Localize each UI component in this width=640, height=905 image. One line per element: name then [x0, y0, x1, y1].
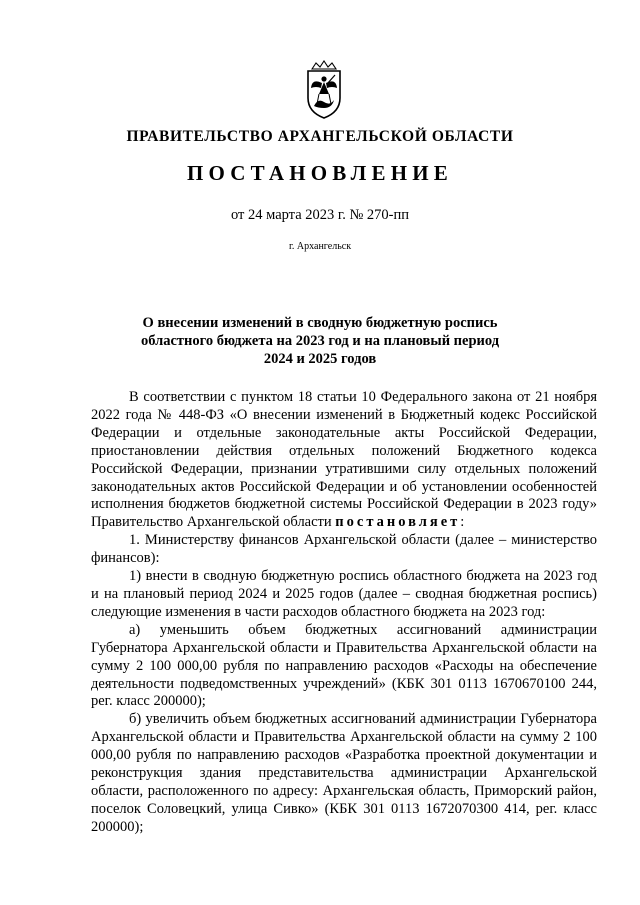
title-line: областного бюджета на 2023 год и на плановый период — [140, 333, 500, 349]
preamble-paragraph — [91, 389, 597, 532]
document-date-number: от 24 марта 2023 г. № 270-пп — [230, 207, 410, 223]
decree-colon: : — [460, 514, 465, 531]
decree-word: постановляет — [335, 514, 461, 531]
document-city: г. Архангельск — [288, 241, 352, 252]
paragraph-item-1-1: 1) внести в сводную бюджетную роспись областного бюджета на 2023 год и на плановый период 2024 и 2025 годов (далее – сводная бюджетная роспись) следующие изменения в части расходов областного бюджета на 2023 год: — [91, 568, 597, 620]
organization-name: ПРАВИТЕЛЬСТВО АРХАНГЕЛЬСКОЙ ОБЛАСТИ — [126, 128, 514, 145]
title-line: О внесении изменений в сводную бюджетную роспись — [142, 315, 498, 331]
document-body — [91, 389, 597, 837]
paragraph-item-b: б) увеличить объем бюджетных ассигнований администрации Губернатора Архангельской области и Правительства Архангельской области на сумму 2 100 000,00 рубля по направлению расходов «Разработка проектной документации и реконструкция здания представительства администрации Архангельской области, расположенного по адресу: Архангельская область, Приморский район, поселок Соловецкий, улица Сивко» (КБК 301 0113 1672070300 414, рег. класс 200000); — [91, 711, 597, 835]
coat-of-arms-icon — [302, 60, 346, 120]
document-type: ПОСТАНОВЛЕНИЕ — [186, 161, 454, 185]
preamble-text: В соответствии с пунктом 18 статьи 10 Федерального закона от 21 ноября 2022 года № 448-ФЗ «О внесении изменений в Бюджетный кодекс Российской Федерации и отдельные законодательные акты Российской Федерации, приостановлении действия отдельных положений Бюджетного кодекса Российской Федерации, признании утратившими силу отдельных положений законодательных актов Российской Федерации и об установлении особенностей исполнения бюджетов бюджетной системы Российской Федерации в 2023 году» Правительство Архангельской области — [91, 389, 597, 531]
paragraph-item-a: а) уменьшить объем бюджетных ассигнований администрации Губернатора Архангельской области и Правительства Архангельской области на сумму 2 100 000,00 рубля по направлению расходов «Расходы на обеспечение деятельности подведомственных учреждений» (КБК 301 0113 1670670100 244, рег. класс 200000); — [91, 621, 597, 710]
document-title — [140, 314, 500, 368]
paragraph-item-1: 1. Министерству финансов Архангельской области (далее – министерство финансов): — [91, 532, 597, 567]
title-line: 2024 и 2025 годов — [263, 351, 377, 367]
coat-of-arms-graphic — [302, 60, 346, 120]
